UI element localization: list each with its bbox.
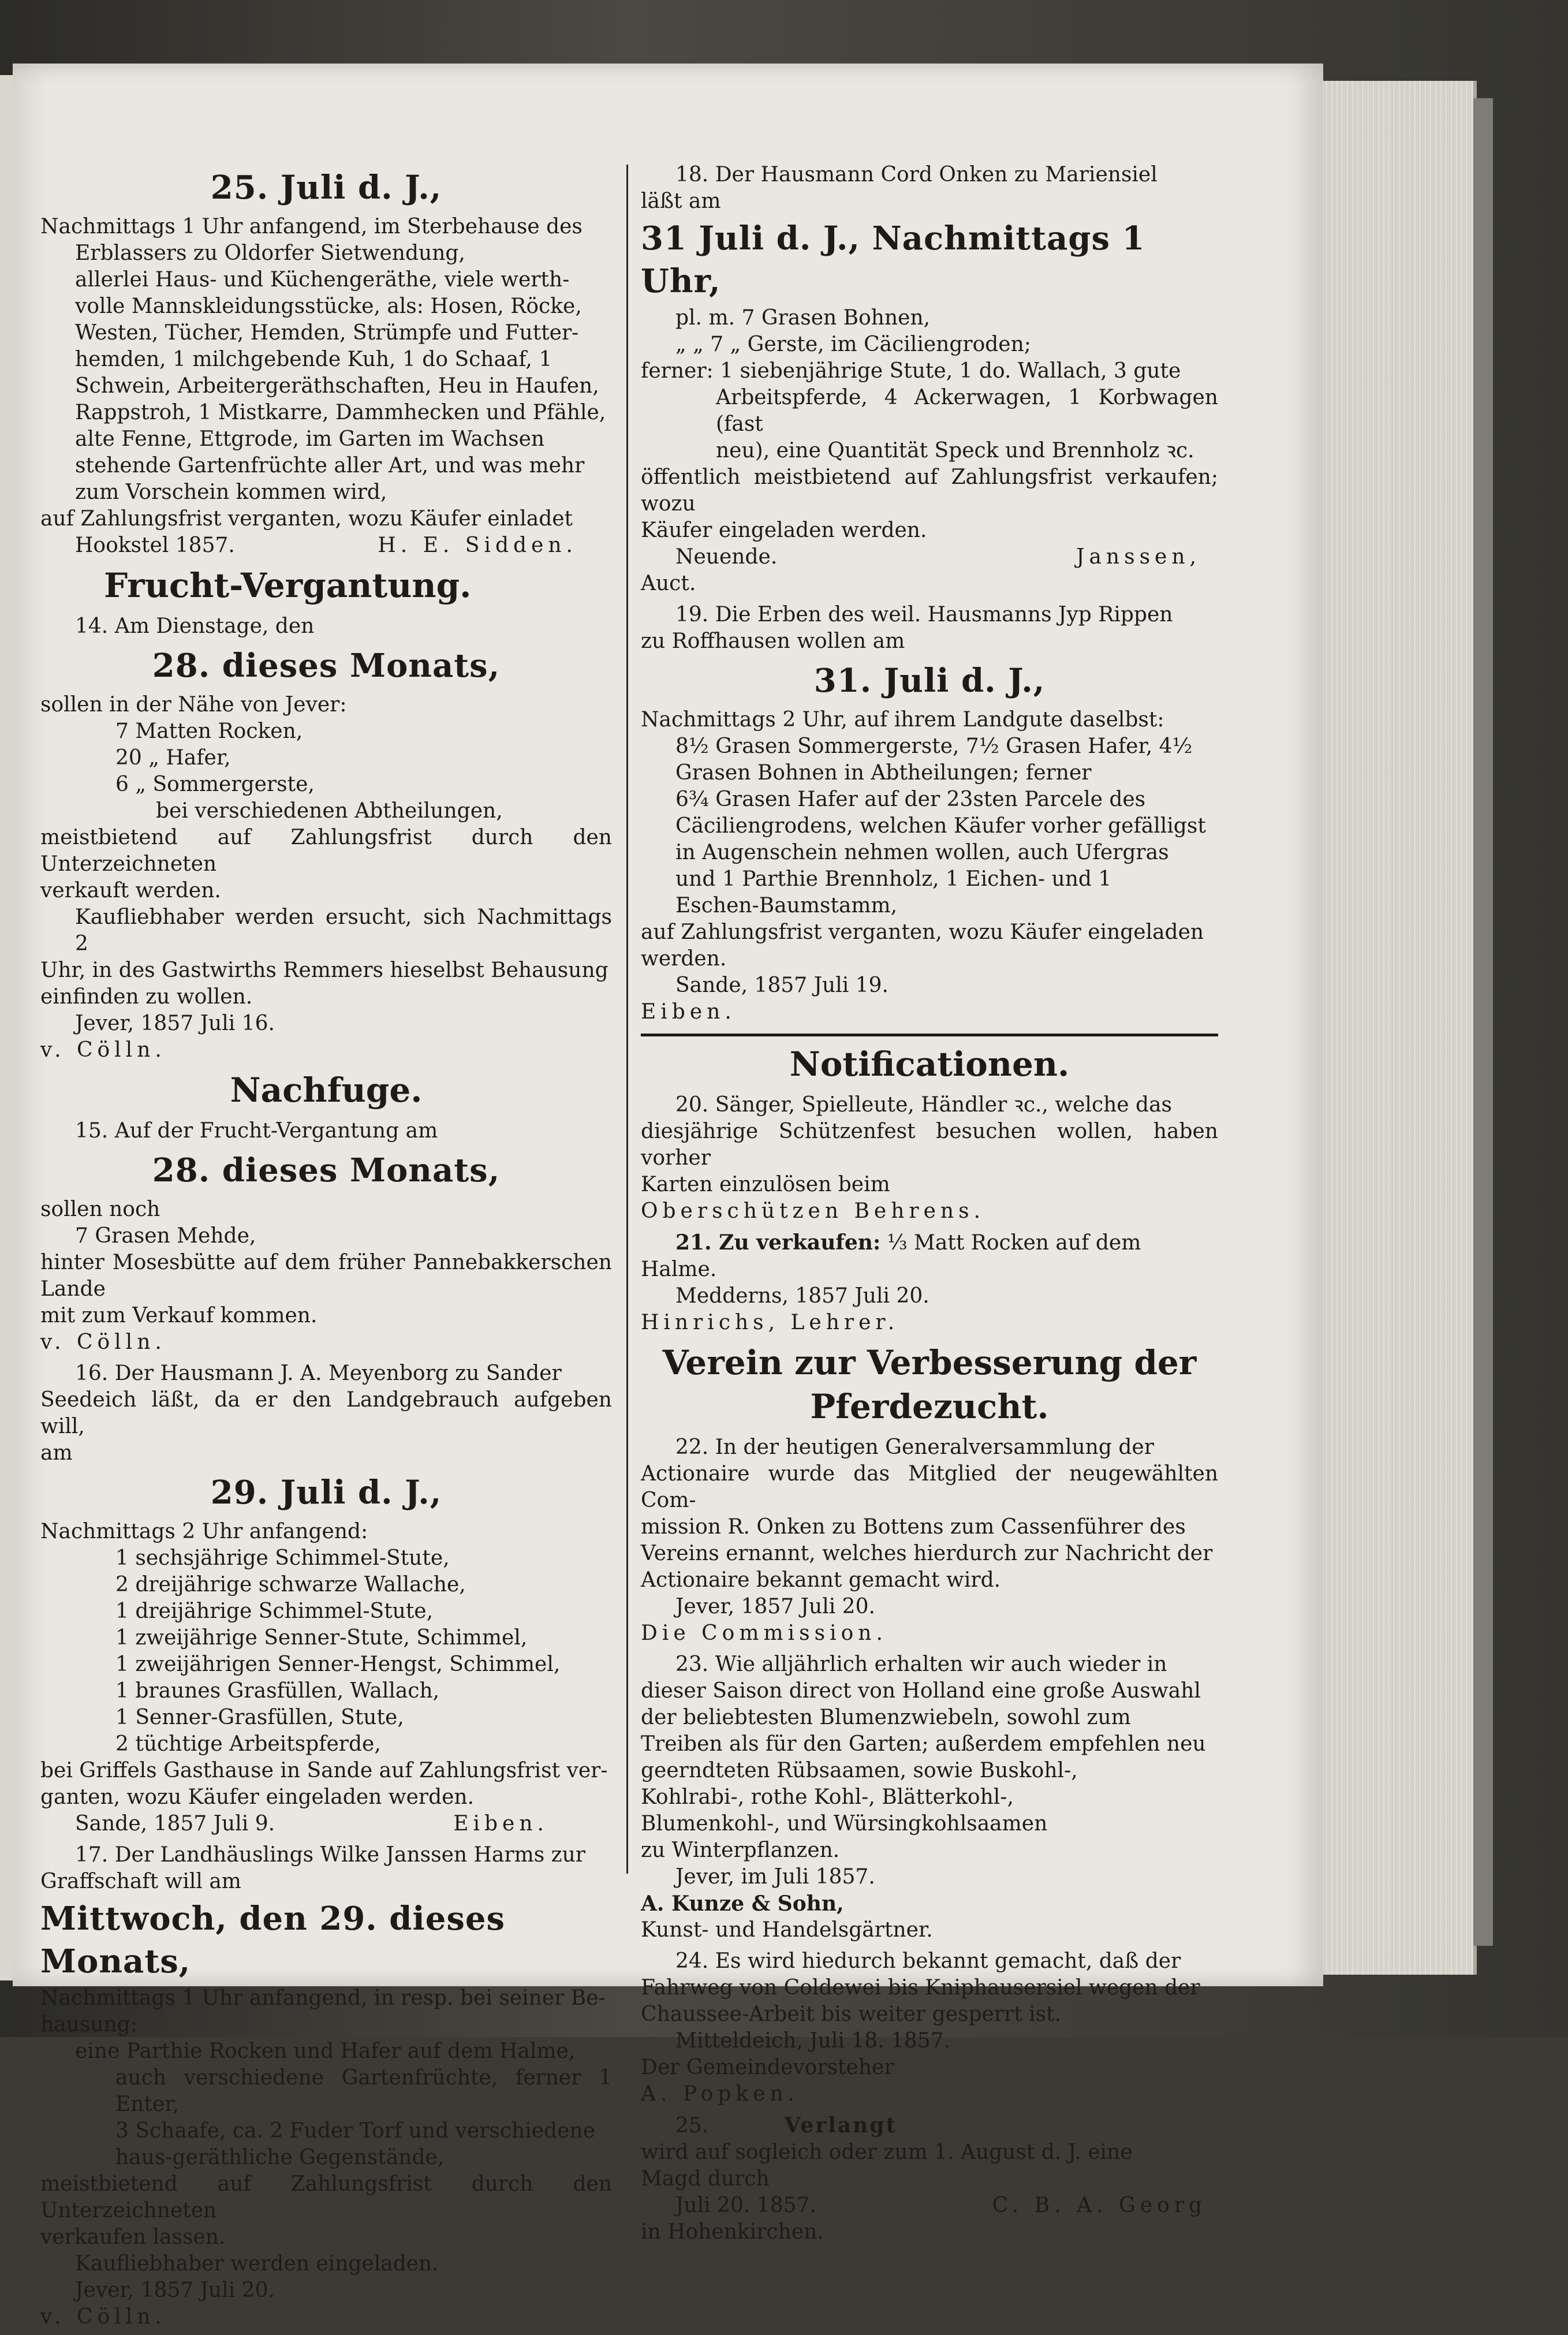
ad-place: Medderns, 1857 Juli 20.: [675, 1284, 929, 1308]
ad-line: Nachmittags 2 Uhr, auf ihrem Landgute daselbst:: [641, 708, 1164, 732]
ad-place: Jever, im Juli 1857.: [675, 1865, 875, 1889]
ad-line: Käufer eingeladen werden.: [641, 519, 927, 542]
ad-item: ferner: 1 siebenjährige Stute, 1 do. Wallach, 3 gute: [641, 359, 1181, 383]
ad-signature-row: [641, 544, 1218, 570]
ad-place: Mitteldeich, Juli 18. 1857.: [675, 2029, 951, 2053]
ad-line: bei Griffels Gasthause in Sande auf Zahlungsfrist ver-: [40, 1759, 608, 1782]
column-divider: [626, 165, 628, 1874]
ad-place: Sande, 1857 Juli 9.: [75, 1812, 275, 1836]
ad-item: 6¾ Grasen Hafer auf der 23sten Parcele des: [675, 788, 1146, 811]
ad-line: öffentlich meistbietend auf Zahlungsfrist verkaufen; wozu: [641, 465, 1218, 516]
ad-frucht-vergantung: [40, 564, 612, 1064]
ad-line: Nachmittags 1 Uhr anfangend, im Sterbehause des: [40, 215, 583, 238]
ad-label: 25.: [675, 2114, 709, 2138]
section-heading: Notificationen.: [789, 1045, 1070, 1084]
ad-line: der beliebtesten Blumenzwiebeln, sowohl zum: [641, 1706, 1131, 1729]
ad-line: zu Winterpflanzen.: [641, 1838, 840, 1862]
ad-line: alte Fenne, Ettgrode, im Garten im Wachsen: [75, 427, 545, 451]
ad-line: Erblassers zu Oldorfer Sietwendung,: [75, 241, 465, 265]
ad-line: hausung:: [40, 2013, 137, 2036]
ad-line: Kaufliebhaber werden eingeladen.: [75, 2252, 439, 2276]
ad-line: Nachmittags 2 Uhr anfangend:: [40, 1520, 368, 1543]
ad-text: ⅓ Matt Rocken auf dem: [887, 1231, 1141, 1255]
ad-line: 17. Der Landhäuslings Wilke Janssen Harms zur: [75, 1843, 586, 1867]
ad-item: in Augenschein nehmen wollen, auch Ufergras: [675, 841, 1169, 864]
ad-item: 3 Schaafe, ca. 2 Fuder Torf und verschiedene: [115, 2119, 595, 2143]
ad-item: 1 sechsjährige Schimmel-Stute,: [115, 1546, 450, 1570]
ad-18: [641, 162, 1218, 597]
ad-line: [641, 2112, 1218, 2139]
ad-line: Nachmittags 1 Uhr anfangend, in resp. bei seiner Be-: [40, 1986, 606, 2010]
ad-item: 1 Senner-Grasfüllen, Stute,: [115, 1706, 404, 1729]
ad-heading: Verlangt: [784, 2113, 898, 2138]
ad-line: stehende Gartenfrüchte aller Art, und was mehr: [75, 454, 585, 478]
ad-role: Auct.: [641, 572, 696, 595]
ad-line: Seedeich läßt, da er den Landgebrauch aufgeben will,: [40, 1388, 612, 1438]
ad-signer: Die Commission.: [641, 1621, 887, 1645]
ad-line: Westen, Tücher, Hemden, Strümpfe und Futter-: [75, 321, 579, 345]
ad-line: sollen noch: [40, 1198, 160, 1221]
ad-line: sollen in der Nähe von Jever:: [40, 693, 347, 717]
left-column: [40, 162, 612, 2335]
ad-line: Halme.: [641, 1258, 717, 1281]
ad-item: pl. m. 7 Grasen Bohnen,: [675, 306, 931, 330]
ad-place: Hookstel 1857.: [75, 534, 235, 557]
ad-signer: Janssen,: [1076, 545, 1201, 569]
ad-item: neu), eine Quantität Speck und Brennholz ꝛc.: [716, 439, 1194, 462]
ad-21: [641, 1229, 1218, 1336]
ad-signer: A. Kunze & Sohn,: [641, 1892, 844, 1916]
ad-signature-row: [641, 2192, 1218, 2219]
ad-line: Chaussee-Arbeit bis weiter gesperrt ist.: [641, 2002, 1062, 2026]
ad-signer: C. B. A. Georg: [992, 2194, 1207, 2217]
ad-item: Grasen Bohnen in Abtheilungen; ferner: [675, 761, 1092, 785]
ad-role: Der Gemeindevorsteher: [641, 2056, 894, 2079]
ad-item: 1 zweijährige Senner-Stute, Schimmel,: [115, 1626, 528, 1650]
ad-item: 1 dreijährige Schimmel-Stute,: [115, 1599, 434, 1623]
ad-line: wird auf sogleich oder zum 1. August d. J. eine: [641, 2140, 1133, 2164]
ad-item: „ „ 7 „ Gerste, im Cäciliengroden;: [675, 333, 1031, 356]
ad-line: verkauft werden.: [40, 879, 221, 902]
ad-line: Kohlrabi-, rothe Kohl-, Blätterkohl-,: [641, 1785, 1014, 1809]
ad-line: [641, 1229, 1218, 1256]
ad-23: [641, 1651, 1218, 1944]
ad-line: auf Zahlungsfrist verganten, wozu Käufer eingeladen: [641, 920, 1204, 944]
ad-date: 28. dieses Monats,: [152, 1151, 501, 1189]
ad-line: Actionaire bekannt gemacht wird.: [641, 1568, 1001, 1592]
ad-date: 28. dieses Monats,: [152, 647, 501, 685]
ad-signature-row: [40, 532, 612, 559]
ad-line: Uhr, in des Gastwirths Remmers hieselbst Behausung: [40, 958, 608, 982]
ad-item: eine Parthie Rocken und Hafer auf dem Halme,: [75, 2039, 576, 2063]
ad-25: [641, 2112, 1218, 2246]
ad-item: 1 zweijährigen Senner-Hengst, Schimmel,: [115, 1653, 561, 1676]
ad-place: Neuende.: [675, 545, 778, 569]
ad-item: und 1 Parthie Brennholz, 1 Eichen- und 1: [675, 867, 1112, 891]
ad-line: zum Vorschein kommen wird,: [75, 480, 387, 504]
ad-line: geerndteten Rübsaamen, sowie Buskohl-,: [641, 1759, 1078, 1782]
ad-place: in Hohenkirchen.: [641, 2220, 824, 2244]
ad-item: Cäciliengrodens, welchen Käufer vorher gefälligst: [675, 814, 1206, 838]
ad-item: 2 dreijährige schwarze Wallache,: [115, 1573, 466, 1597]
ad-place: Jever, 1857 Juli 20.: [75, 2278, 275, 2302]
ad-signature-row: [40, 1811, 612, 1837]
ad-role: Kunst- und Handelsgärtner.: [641, 1918, 933, 1942]
ad-signer: Eiben.: [453, 1812, 548, 1836]
ad-line: hinter Mosesbütte auf dem früher Pannebakkerschen Lande: [40, 1251, 612, 1301]
ad-item: Eschen-Baumstamm,: [675, 894, 898, 917]
ad-place: Jever, 1857 Juli 20.: [675, 1595, 875, 1618]
ad-line: 23. Wie alljährlich erhalten wir auch wieder in: [675, 1653, 1167, 1676]
ad-date: 29. Juli d. J.,: [210, 1474, 442, 1512]
ad-line: 7 Grasen Mehde,: [75, 1224, 256, 1248]
ad-item: 1 braunes Grasfüllen, Wallach,: [115, 1679, 440, 1703]
ad-line: ganten, wozu Käufer eingeladen werden.: [40, 1785, 475, 1809]
ad-line: Graffschaft will am: [40, 1870, 241, 1893]
ad-line: Kaufliebhaber werden ersucht, sich Nachmittags 2: [75, 905, 612, 956]
ad-signer: Hinrichs, Lehrer.: [641, 1311, 899, 1334]
ad-date: 31 Juli d. J., Nachmittags 1 Uhr,: [641, 219, 1145, 300]
section-heading: Nachfuge.: [230, 1070, 423, 1110]
ad-line: verkaufen lassen.: [40, 2225, 226, 2249]
ad-signer: Oberschützen Behrens.: [641, 1199, 985, 1223]
ad-line: Actionaire wurde das Mitglied der neugewählten Com-: [641, 1462, 1218, 1512]
ad-line: bei verschiedenen Abtheilungen,: [156, 799, 503, 823]
ad-line: dieser Saison direct von Holland eine große Auswahl: [641, 1679, 1201, 1703]
ad-line: 18. Der Hausmann Cord Onken zu Mariensiel: [675, 163, 1158, 186]
ad-date: 31. Juli d. J.,: [813, 662, 1046, 700]
ad-line: diesjährige Schützenfest besuchen wollen, haben vorher: [641, 1120, 1218, 1170]
ad-item: 20 „ Hafer,: [115, 746, 231, 770]
right-column: [641, 162, 1218, 2250]
ad-line: meistbietend auf Zahlungsfrist durch den Unterzeichneten: [40, 826, 612, 876]
book-page-edges: [1323, 81, 1477, 1975]
book-cover-edge: [1473, 98, 1493, 1946]
ad-signer: H. E. Sidden.: [378, 534, 577, 557]
ad-nachfuge: [40, 1068, 612, 1356]
ad-line: 22. In der heutigen Generalversammlung der: [675, 1435, 1154, 1459]
ad-line: 24. Es wird hiedurch bekannt gemacht, daß der: [675, 1949, 1181, 1973]
ad-item: 7 Matten Rocken,: [115, 719, 303, 743]
ad-line: zu Roffhausen wollen am: [641, 629, 905, 653]
ad-line: Blumenkohl-, und Würsingkohlsaamen: [641, 1812, 1048, 1836]
ad-line: Vereins ernannt, welches hierdurch zur Nachricht der: [641, 1542, 1213, 1565]
ad-item: 6 „ Sommergerste,: [115, 773, 315, 796]
ad-line: volle Mannskleidungsstücke, als: Hosen, Röcke,: [75, 294, 582, 318]
ad-line: Fahrweg von Coldewei bis Kniphausersiel wegen der: [641, 1976, 1200, 2000]
ad-19: [641, 602, 1218, 1025]
ad-line: 14. Am Dienstage, den: [75, 614, 315, 638]
left-page-edge: [0, 75, 13, 1980]
ad-sietwendung: [40, 166, 612, 559]
ad-line: Magd durch: [641, 2167, 770, 2191]
ad-16: [40, 1360, 612, 1837]
ad-20: [641, 1092, 1218, 1225]
ad-date: Mittwoch, den 29. dieses Monats,: [40, 1900, 506, 1980]
ad-item: haus-geräthliche Gegenstände,: [115, 2146, 445, 2169]
ad-24: [641, 1948, 1218, 2108]
ad-line: hemden, 1 milchgebende Kuh, 1 do Schaaf, 1: [75, 348, 552, 371]
ad-line: Karten einzulösen beim: [641, 1173, 890, 1196]
ad-line: einfinden zu wollen.: [40, 985, 253, 1009]
ad-line: allerlei Haus- und Küchengeräthe, viele werth-: [75, 268, 570, 292]
ad-line: 15. Auf der Frucht-Vergantung am: [75, 1119, 438, 1143]
ad-line: 19. Die Erben des weil. Hausmanns Jyp Rippen: [675, 603, 1173, 626]
ad-line: werden.: [641, 947, 727, 971]
ad-date: 25. Juli d. J.,: [210, 169, 442, 207]
ad-signer: v. Cölln.: [40, 2305, 166, 2329]
ad-line: 16. Der Hausmann J. A. Meyenborg zu Sander: [75, 1362, 562, 1385]
ad-date: Juli 20. 1857.: [675, 2194, 816, 2217]
ad-line: Treiben als für den Garten; außerdem empfehlen neu: [641, 1732, 1206, 1756]
section-rule: [641, 1034, 1218, 1036]
ad-signer: v. Cölln.: [40, 1330, 166, 1354]
ad-line: mission R. Onken zu Bottens zum Cassenführer des: [641, 1515, 1186, 1539]
section-heading: Frucht-Vergantung.: [104, 566, 472, 605]
ad-item: 8½ Grasen Sommergerste, 7½ Grasen Hafer, 4½: [675, 734, 1193, 758]
ad-22: [641, 1434, 1218, 1647]
ad-place: Jever, 1857 Juli 16.: [75, 1012, 275, 1035]
ad-line: auf Zahlungsfrist verganten, wozu Käufer einladet: [40, 507, 573, 531]
ad-line: läßt am: [641, 189, 721, 213]
ad-label: 21. Zu verkaufen:: [675, 1230, 881, 1255]
ad-line: meistbietend auf Zahlungsfrist durch den Unterzeichneten: [40, 2172, 612, 2222]
ad-line: mit zum Verkauf kommen.: [40, 1304, 318, 1327]
ad-line: 20. Sänger, Spielleute, Händler ꝛc., welche das: [675, 1093, 1173, 1117]
ad-signer: Eiben.: [641, 1000, 736, 1024]
ad-signer: v. Cölln.: [40, 1038, 166, 1062]
ad-signer: A. Popken.: [641, 2082, 800, 2106]
ad-item: 2 tüchtige Arbeitspferde,: [115, 1732, 381, 1756]
ad-line: Rappstroh, 1 Mistkarre, Dammhecken und Pfähle,: [75, 401, 606, 424]
ad-place: Sande, 1857 Juli 19.: [675, 973, 888, 997]
section-heading: Verein zur Verbesserung der Pferdezucht.: [662, 1343, 1197, 1426]
ad-17: [40, 1842, 612, 2330]
ad-line: am: [40, 1441, 73, 1465]
ad-item: auch verschiedene Gartenfrüchte, ferner 1 Enter,: [115, 2066, 612, 2116]
ad-line: Schwein, Arbeitergeräthschaften, Heu in Haufen,: [75, 374, 599, 398]
ad-item: Arbeitspferde, 4 Ackerwagen, 1 Korbwagen (fast: [716, 386, 1218, 436]
